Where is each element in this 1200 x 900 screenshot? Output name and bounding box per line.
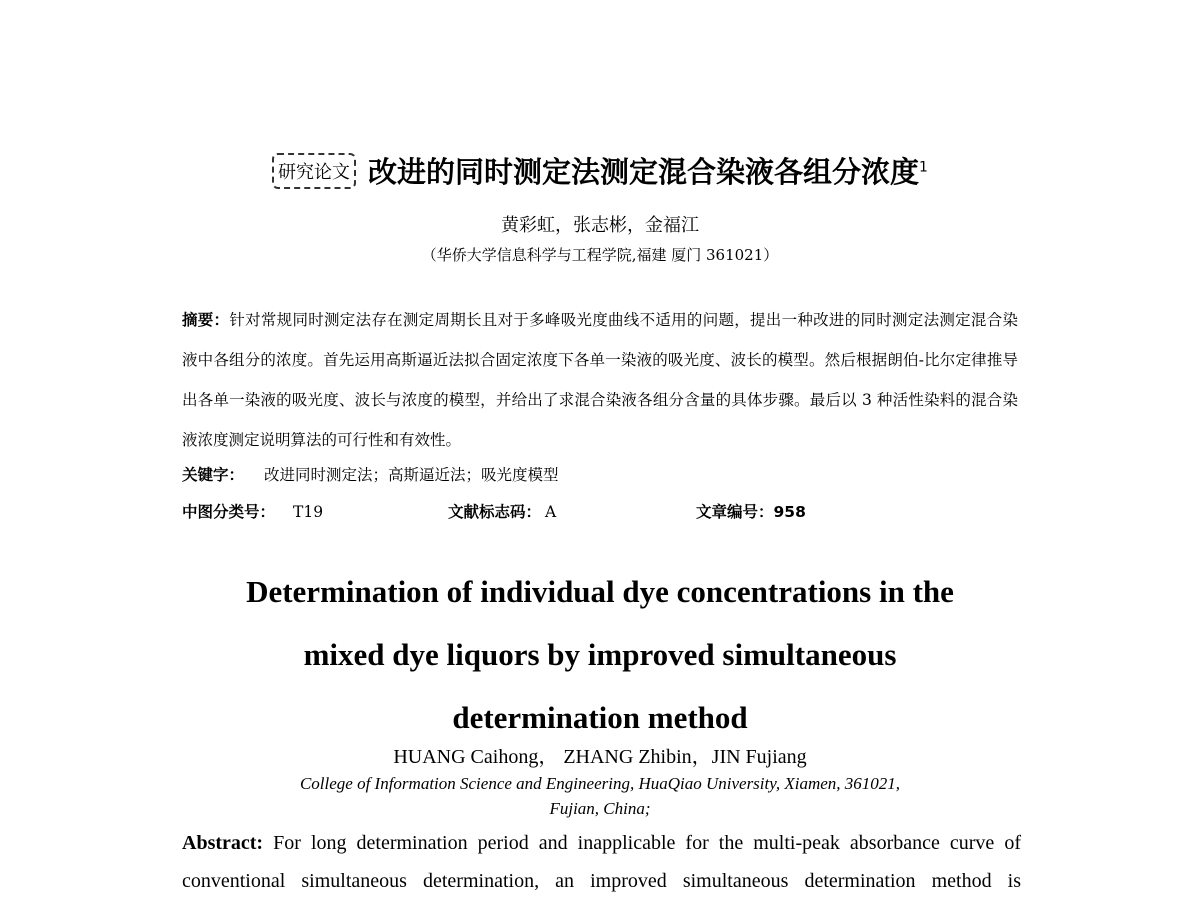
article-number-label: 文章编号： <box>696 503 774 521</box>
footnote-marker: 1 <box>919 159 928 176</box>
english-abstract <box>182 824 1021 900</box>
english-title-line-2: mixed dye liquors by improved simultaneous <box>303 637 897 672</box>
english-authors: HUANG Caihong， ZHANG Zhibin，JIN Fujiang <box>393 746 807 768</box>
document-code-label: 文献标志码： <box>448 503 542 521</box>
clc-number <box>182 500 323 522</box>
article-type-badge: 研究论文 <box>272 153 356 189</box>
keywords-text: 改进同时测定法；高斯逼近法；吸光度模型 <box>264 466 559 484</box>
document-code <box>448 500 556 522</box>
english-affiliation <box>0 771 1200 821</box>
article-number-value: 958 <box>773 503 806 521</box>
chinese-title <box>368 150 928 191</box>
english-abstract-label: Abstract: <box>182 832 264 854</box>
chinese-authors: 黄彩虹，张志彬，金福江 <box>501 215 699 236</box>
chinese-affiliation: （华侨大学信息科学与工程学院,福建 厦门 361021） <box>421 246 779 264</box>
english-abstract-line-1 <box>182 824 1021 862</box>
chinese-abstract <box>182 300 1018 460</box>
chinese-keywords <box>182 463 1018 485</box>
english-abstract-text-1: For long determination period and inapplicable for the multi-peak absorbance curve of <box>273 832 1021 854</box>
english-title-line-3: determination method <box>452 700 748 735</box>
english-title-line-1: Determination of individual dye concentrations in the <box>246 574 954 609</box>
english-affiliation-line-1: College of Information Science and Engineering, HuaQiao University, Xiamen, 361021, <box>299 774 901 793</box>
english-abstract-line-2: conventional simultaneous determination, an improved simultaneous determination method is <box>182 870 1021 892</box>
article-number <box>696 500 806 522</box>
document-code-value: A <box>545 503 557 521</box>
chinese-abstract-text: 针对常规同时测定法存在测定周期长且对于多峰吸光度曲线不适用的问题，提出一种改进的同时测定法测定混合染液中各组分的浓度。首先运用高斯逼近法拟合固定浓度下各单一染液的吸光度、波长的模型。然后根据朗伯-比尔定律推导出各单一染液的吸光度、波长与浓度的模型，并给出了求混合染液各组分含量的具体步骤。最后以 3 种活性染料的混合染液浓度测定说明算法的可行性和有效性。 <box>182 311 1018 449</box>
english-title <box>180 560 1020 749</box>
keywords-label: 关键字： <box>182 466 245 484</box>
clc-value: T19 <box>293 503 324 521</box>
english-affiliation-line-2: Fujian, China; <box>549 799 651 818</box>
chinese-abstract-label: 摘要： <box>182 311 230 329</box>
chinese-title-text: 改进的同时测定法测定混合染液各组分浓度 <box>368 155 920 189</box>
clc-label: 中图分类号： <box>182 503 276 521</box>
classification-row <box>182 500 1018 524</box>
chinese-title-row <box>0 150 1200 191</box>
